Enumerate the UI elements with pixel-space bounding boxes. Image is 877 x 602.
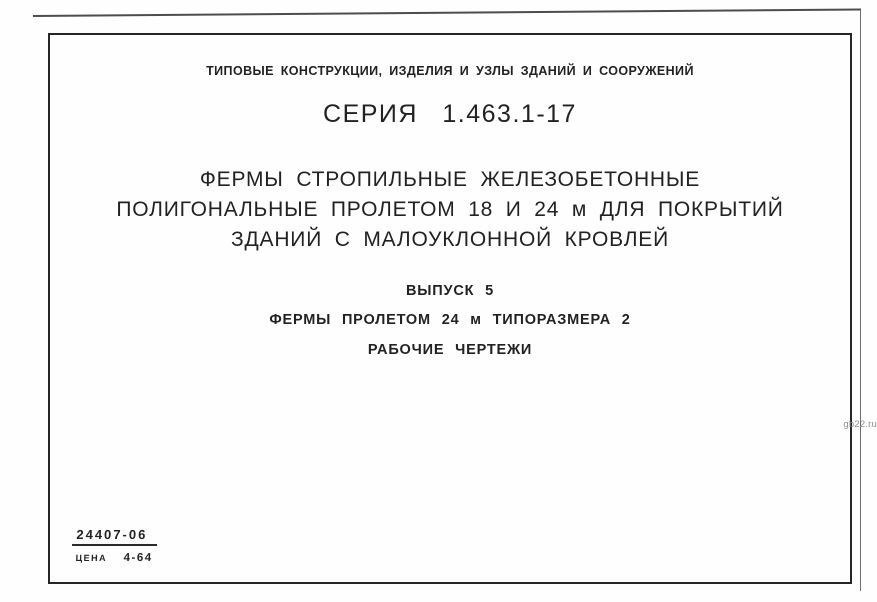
stamp-code: 24407-06 <box>72 527 158 546</box>
document-series-header: ТИПОВЫЕ КОНСТРУКЦИИ, ИЗДЕЛИЯ И УЗЛЫ ЗДАНИЙ И СООРУЖЕНИЙ <box>206 64 694 78</box>
page-edge-line-top <box>33 8 861 17</box>
main-title-line-1: ФЕРМЫ СТРОПИЛЬНЫЕ ЖЕЛЕЗОБЕТОННЫЕ <box>199 168 701 191</box>
document-type: РАБОЧИЕ ЧЕРТЕЖИ <box>367 342 533 358</box>
issue-subtitle: ФЕРМЫ ПРОЛЕТОМ 24 м ТИПОРАЗМЕРА 2 <box>269 312 631 328</box>
price-stamp <box>71 526 157 566</box>
main-title-line-2: ПОЛИГОНАЛЬНЫЕ ПРОЛЕТОМ 18 И 24 м ДЛЯ ПОКРЫТИЙ <box>116 198 784 221</box>
issue-number: ВЫПУСК 5 <box>406 283 494 299</box>
price-value: 4-64 <box>123 552 153 564</box>
series-number: СЕРИЯ 1.463.1-17 <box>323 100 577 128</box>
site-watermark: gb22.ru <box>843 419 877 430</box>
stamp-price-row <box>71 548 157 566</box>
main-title-line-3: ЗДАНИЙ С МАЛОУКЛОННОЙ КРОВЛЕЙ <box>231 228 669 251</box>
price-label: ЦЕНА <box>75 553 108 563</box>
page-edge-line-right <box>860 10 861 591</box>
